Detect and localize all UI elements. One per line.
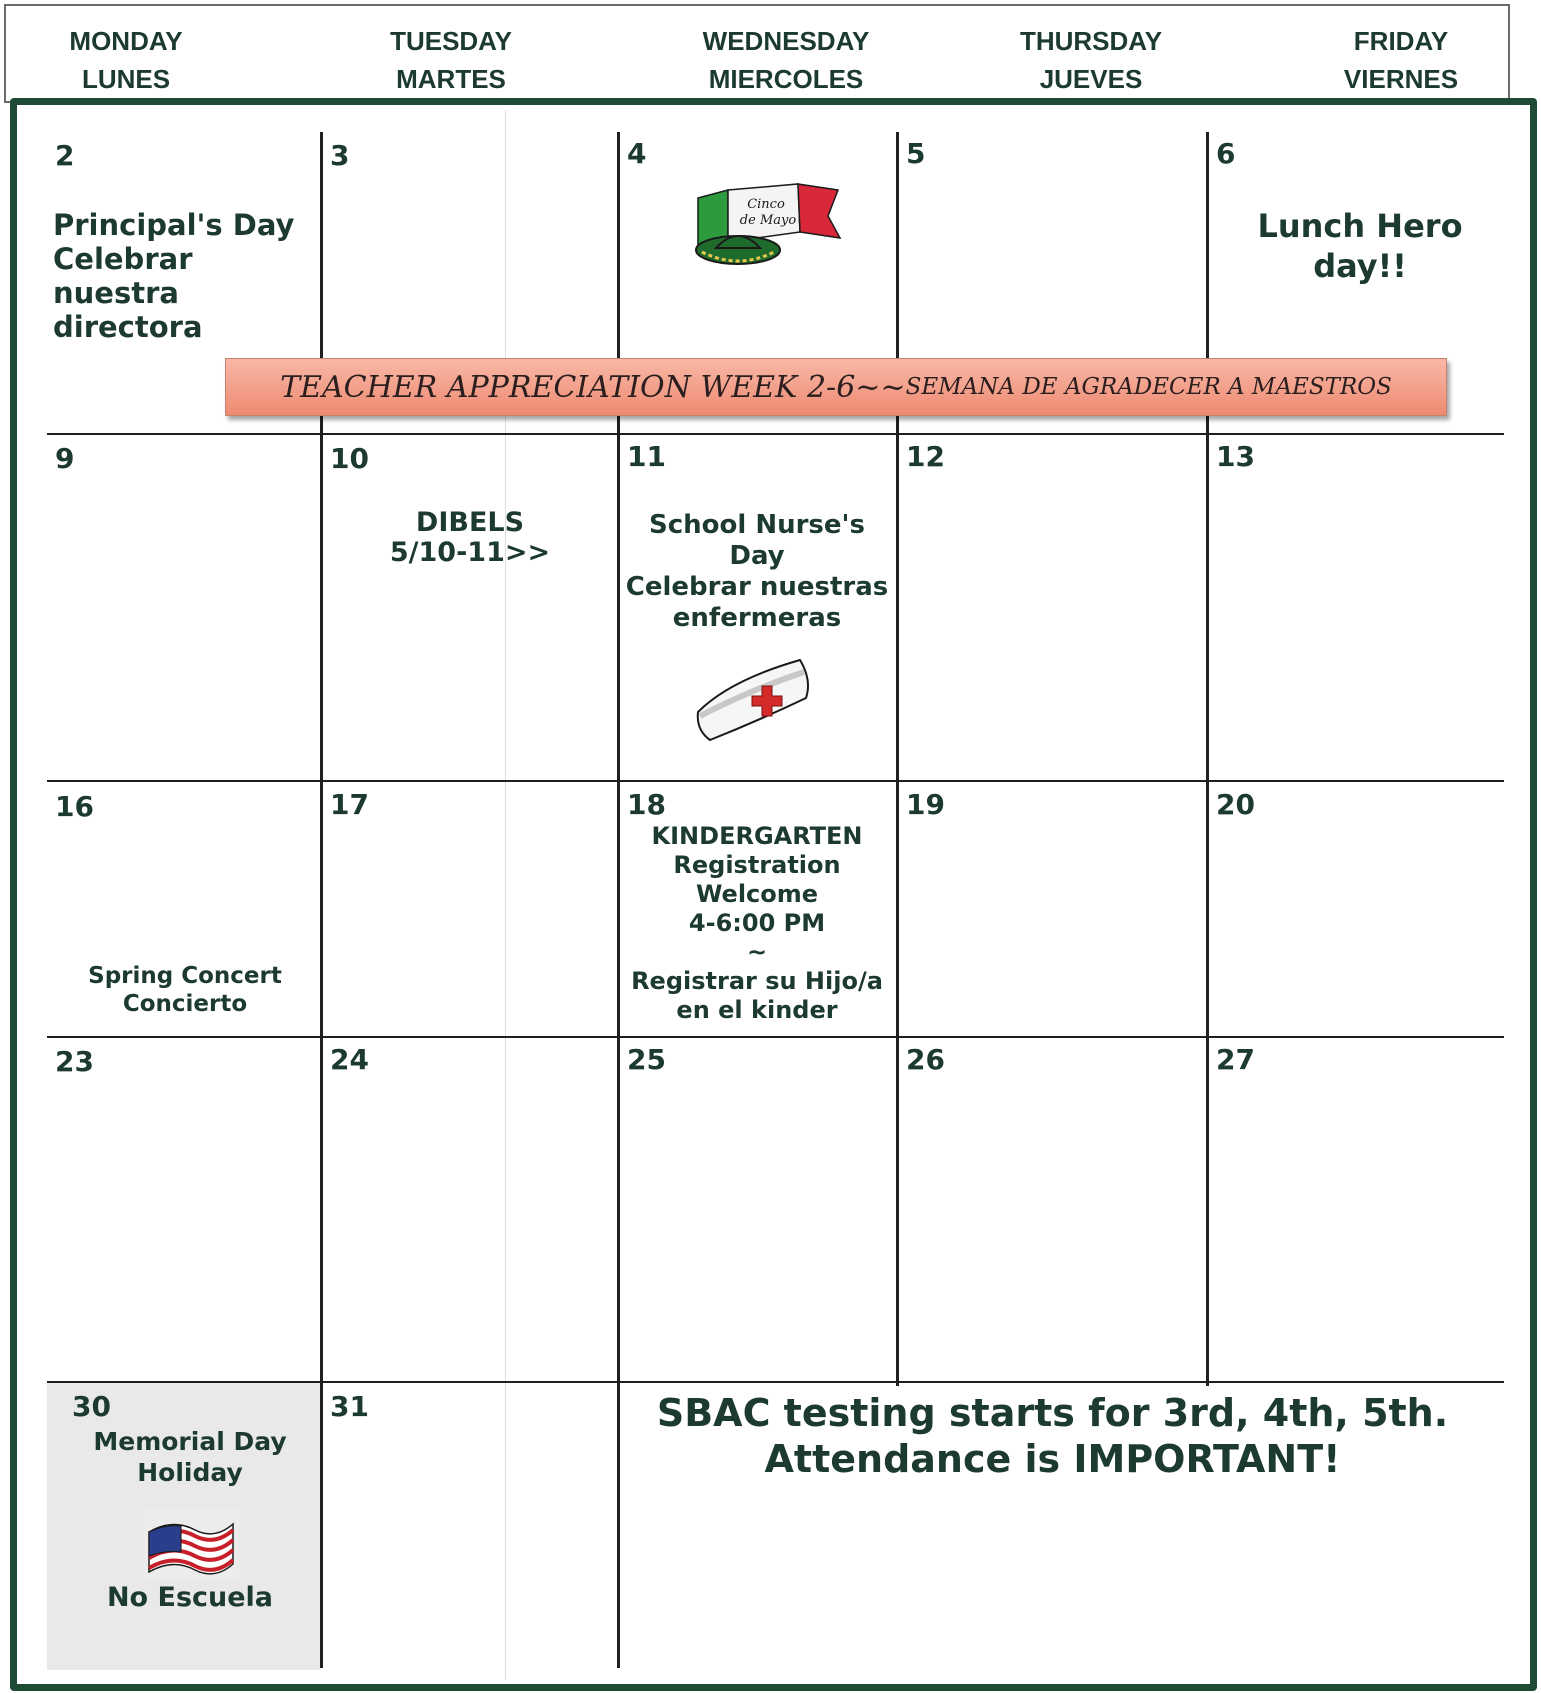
- sbac-testing-notice: SBAC testing starts for 3rd, 4th, 5th. Attendance is IMPORTANT!: [656, 1391, 1449, 1481]
- banner-sub-text: SEMANA DE AGRADECER A MAESTROS: [905, 374, 1392, 400]
- cinco-text: Cinco: [747, 197, 785, 212]
- dibels-event: DIBELS 5/10-11>>: [389, 507, 551, 568]
- kindergarten-registration-event: KINDERGARTEN Registration Welcome 4-6:00 PM ~ Registrar su Hijo/a en el kinder: [631, 822, 883, 1024]
- date-12: 12: [906, 440, 945, 473]
- us-flag-icon: [143, 1508, 239, 1580]
- date-3: 3: [330, 139, 350, 172]
- grid-line-h2: [47, 780, 1504, 782]
- weekday-header: [4, 4, 1510, 103]
- memorial-day-event: Memorial Day Holiday: [93, 1427, 287, 1487]
- spring-concert-event: Spring Concert Concierto: [88, 963, 282, 1017]
- header-thursday: THURSDAY JUEVES: [1019, 26, 1163, 94]
- banner-main-text: TEACHER APPRECIATION WEEK 2-6~~: [280, 369, 906, 405]
- date-4: 4: [627, 137, 647, 170]
- cinco-de-mayo-sombrero-icon: [688, 180, 848, 280]
- date-10: 10: [330, 442, 369, 475]
- nurse-cap-icon: [690, 650, 820, 750]
- school-nurse-day-event: School Nurse's Day Celebrar nuestras enfermeras: [625, 510, 889, 633]
- date-27: 27: [1216, 1043, 1255, 1076]
- grid-line-h4: [47, 1381, 1504, 1383]
- date-2: 2: [55, 139, 75, 172]
- date-20: 20: [1216, 788, 1255, 821]
- header-friday: FRIDAY VIERNES: [1343, 26, 1459, 94]
- date-25: 25: [627, 1043, 666, 1076]
- grid-line-h1: [47, 433, 1504, 435]
- grid-line-h3: [47, 1036, 1504, 1038]
- date-9: 9: [55, 442, 75, 475]
- date-5: 5: [906, 137, 926, 170]
- date-18: 18: [627, 788, 666, 821]
- principals-day-event: Principal's Day Celebrar nuestra directora: [53, 208, 295, 344]
- date-31: 31: [330, 1390, 369, 1423]
- header-tuesday: TUESDAY MARTES: [390, 26, 512, 94]
- date-26: 26: [906, 1043, 945, 1076]
- no-school-label: No Escuela: [106, 1582, 274, 1613]
- header-monday: MONDAY LUNES: [69, 26, 183, 94]
- grid-line-v3: [896, 132, 899, 1386]
- header-wednesday: WEDNESDAY MIERCOLES: [702, 26, 870, 94]
- date-6: 6: [1216, 137, 1236, 170]
- date-23: 23: [55, 1045, 94, 1078]
- date-30: 30: [72, 1390, 111, 1423]
- date-13: 13: [1216, 440, 1255, 473]
- fold-line: [505, 110, 506, 1680]
- date-17: 17: [330, 788, 369, 821]
- lunch-hero-event: Lunch Hero day!!: [1257, 207, 1463, 285]
- teacher-appreciation-banner: [225, 358, 1447, 416]
- grid-line-v4: [1206, 132, 1209, 1386]
- date-11: 11: [627, 440, 666, 473]
- date-24: 24: [330, 1043, 369, 1076]
- de-mayo-text: de Mayo: [739, 213, 797, 228]
- date-16: 16: [55, 790, 94, 823]
- date-19: 19: [906, 788, 945, 821]
